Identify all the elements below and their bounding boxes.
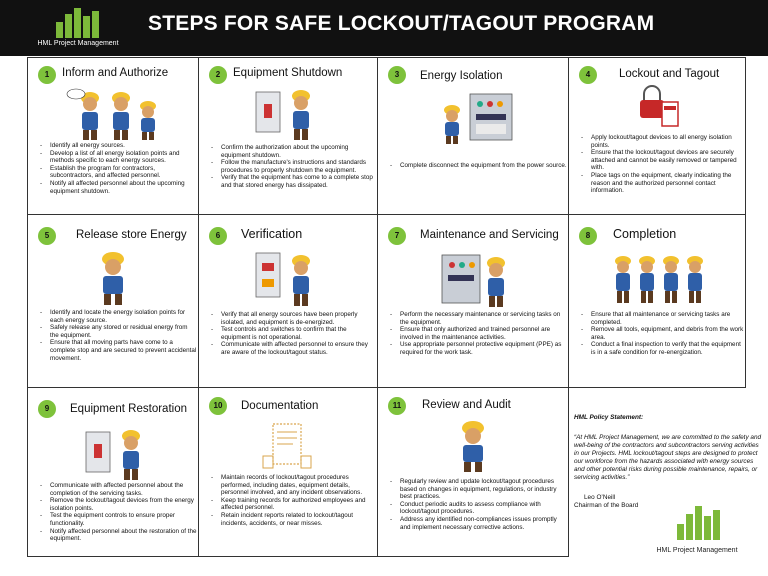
worker-maintenance-icon	[440, 249, 514, 309]
step-bullets: - Complete disconnect the equipment from the power source.	[384, 162, 568, 170]
step-bullets: - Ensure that all maintenance or servicing tasks are completed. - Remove all tools, equipment, and debris from the work area. - Conduct a final inspection to verify that the equipment is in a safe condition for re-energization.	[575, 311, 745, 357]
step-number-badge: 2	[209, 66, 227, 84]
step-bullets: - Communicate with affected personnel about the completion of the servicing tasks. - Remove the lockout/tagout devices from the energy isolation points. - Test the equipment controls to ensure proper functionality. - Notify affected personnel about the restoration of the equipment.	[34, 482, 198, 543]
step-title: Equipment Shutdown	[233, 67, 343, 79]
step-title: Inform and Authorize	[62, 67, 169, 79]
step-card-1	[27, 57, 199, 215]
worker-switch-panel-icon	[254, 86, 324, 142]
step-card-9	[27, 387, 199, 557]
step-bullets: - Identify and locate the energy isolation points for each energy source. - Safely release any stored or residual energy from the equipment. - Ensure that all moving parts have come to a complete stop and are secured to prevent accidental movement.	[34, 309, 198, 362]
step-number-badge: 6	[209, 227, 227, 245]
step-number-badge: 7	[388, 227, 406, 245]
step-bullets: - Regularly review and update lockout/tagout procedures based on changes in equipment, regulations, or industry best practices. - Conduct periodic audits to assess compliance with lockout/tagout procedures. - Address any identified non-compliances issues promptly and implement necessary corrective actions.	[384, 478, 568, 531]
step-card-5	[27, 214, 199, 388]
lock-tag-icon	[634, 84, 684, 130]
document-records-icon	[259, 418, 315, 472]
policy-heading: HML Policy Statement:	[574, 414, 644, 421]
step-bullets: - Perform the necessary maintenance or servicing tasks on the equipment. - Ensure that only authorized and trained personnel are involved in the maintenance activities. - Use appropriate personnel protective equipment (PPE) as required for the work task.	[384, 311, 568, 357]
page-title: STEPS FOR SAFE LOCKOUT/TAGOUT PROGRAM	[148, 12, 655, 35]
step-card-3	[377, 57, 569, 215]
step-bullets: - Apply lockout/tagout devices to all energy isolation points. - Ensure that the lockout/tagout devices are securely attached and cannot be easily removed or tampered with. - Place tags on the equipment, clearly indicating the reason and the authorized personnel contact information.	[575, 134, 745, 195]
logo-bars-icon	[56, 8, 100, 38]
step-title: Verification	[241, 227, 303, 241]
workers-meeting-icon	[66, 86, 166, 142]
company-logo	[30, 6, 126, 52]
step-card-8	[568, 214, 746, 388]
step-card-10	[198, 387, 378, 557]
step-title: Release store Energy	[76, 229, 187, 241]
step-bullets: - Identify all energy sources. - Develop a list of all energy isolation points and methods specific to each energy sources. - Establish the program for contractors, subcontractors, and affected personnel. - Notify all affected personnel about the upcoming equipment shutdown.	[34, 142, 198, 195]
company-logo-footer	[647, 502, 747, 554]
step-bullets: - Verify that all energy sources have been properly isolated, and equipment is de-energized. - Test controls and switches to confirm that the equipment is not operational. - Communicate with affected personnel to ensure they are aware of the lockout/tagout status.	[205, 311, 377, 357]
worker-control-panel-icon	[438, 90, 518, 146]
step-title: Energy Isolation	[420, 70, 503, 82]
step-title: Review and Audit	[422, 399, 511, 411]
step-card-7	[377, 214, 569, 388]
workers-team-icon	[609, 249, 709, 305]
step-card-6	[198, 214, 378, 388]
step-title: Lockout and Tagout	[619, 68, 720, 80]
step-title: Equipment Restoration	[70, 403, 187, 415]
step-title: Completion	[613, 227, 677, 241]
step-number-badge: 8	[579, 227, 597, 245]
step-number-badge: 5	[38, 227, 56, 245]
step-bullets: - Maintain records of lockout/tagout procedures performed, including dates, equipment details, personnel involved, and any incident observations. - Keep training records for authorized employees and affected personnel. - Retain incident reports related to lockout/tagout incidents, accidents, or near misses.	[205, 474, 377, 527]
step-card-4	[568, 57, 746, 215]
worker-verification-icon	[254, 249, 324, 309]
header-banner	[0, 0, 768, 56]
step-number-badge: 4	[579, 66, 597, 84]
worker-switch-panel-icon	[84, 426, 154, 482]
policy-signer: Leo O’Neill	[584, 494, 616, 501]
logo-text: HML Project Management	[656, 547, 738, 554]
step-number-badge: 11	[388, 397, 406, 415]
worker-icon	[448, 418, 498, 474]
logo-text: HML Project Management	[37, 40, 119, 47]
policy-statement	[574, 414, 764, 510]
step-title: Maintenance and Servicing	[420, 229, 559, 241]
policy-quote: “At HML Project Management, we are committed to the safety and well-being of the contractors and subcontractors serving activities in our Projects. HML lockout/tagout steps are designed to protect our workforce from the hazards associated with energy sources and other potential risks during possible maintenance, repairs, or servicing activities.”	[574, 434, 762, 481]
step-title: Documentation	[241, 400, 319, 412]
step-card-2	[198, 57, 378, 215]
step-bullets: - Confirm the authorization about the upcoming equipment shutdown. - Follow the manufacture's instructions and standards procedures to properly shutdown the equipment. - Verify that the equipment has come to a complete stop and that stored energy has dissipated.	[205, 144, 377, 190]
step-number-badge: 3	[388, 66, 406, 84]
step-number-badge: 9	[38, 400, 56, 418]
step-card-11	[377, 387, 569, 557]
step-number-badge: 10	[209, 397, 227, 415]
worker-icon	[88, 249, 138, 307]
policy-signer-title: Chairman of the Board	[574, 502, 639, 509]
step-number-badge: 1	[38, 66, 56, 84]
